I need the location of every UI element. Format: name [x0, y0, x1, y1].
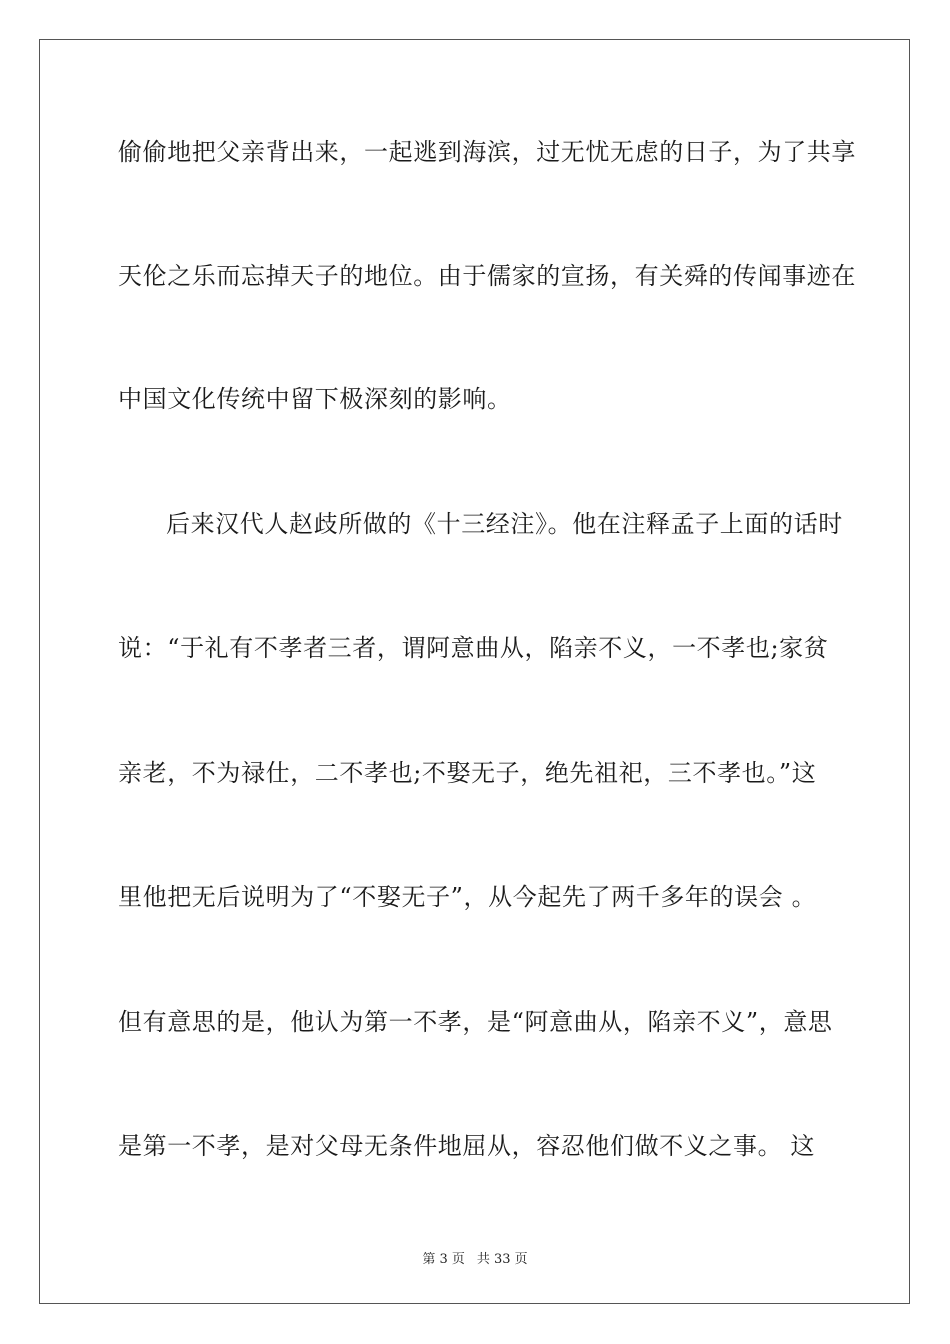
text-line-7: 里他把无后说明为了“不娶无子”，从今起先了两千多年的误会 。: [118, 883, 817, 911]
text-line-3: 中国文化传统中留下极深刻的影响。: [118, 385, 512, 413]
text-line-2: 天伦之乐而忘掉天子的地位。由于儒家的宣扬，有关舜的传闻事迹在: [118, 262, 856, 290]
page-border: [39, 39, 910, 1304]
text-line-1: 偷偷地把父亲背出来，一起逃到海滨，过无忧无虑的日子，为了共享: [118, 138, 856, 166]
text-line-6: 亲老，不为禄仕，二不孝也;不娶无子，绝先祖祀，三不孝也。”这: [118, 759, 817, 787]
text-line-9: 是第一不孝，是对父母无条件地屈从，容忍他们做不义之事。 这: [118, 1132, 816, 1160]
text-line-5: 说：“于礼有不孝者三者，谓阿意曲从，陷亲不义，一不孝也;家贫: [118, 634, 829, 662]
text-line-8: 但有意思的是，他认为第一不孝，是“阿意曲从，陷亲不义”，意思: [118, 1008, 833, 1036]
total-pages: 共 33 页: [476, 1252, 528, 1267]
page-number: 第 3 页: [422, 1252, 465, 1267]
page-footer: [0, 1248, 950, 1267]
text-line-4-paragraph-start: 后来汉代人赵歧所做的《十三经注》。他在注释孟子上面的话时: [166, 510, 843, 538]
